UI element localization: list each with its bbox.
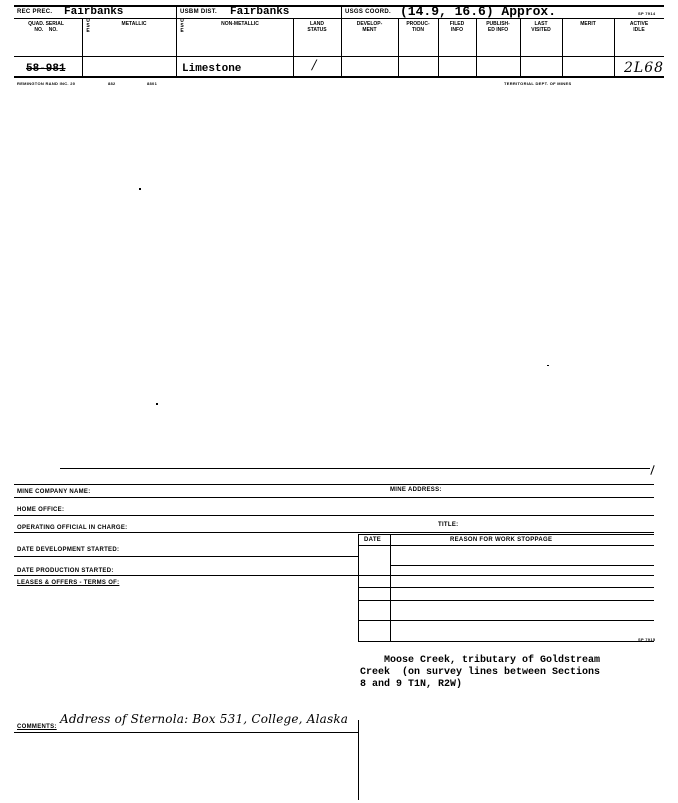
field-rule	[14, 575, 654, 576]
rec-prec-label: REC PREC.	[17, 9, 53, 15]
col-metallic: METALLIC	[121, 21, 147, 27]
col-merit: MERIT	[580, 21, 596, 27]
table-rule	[358, 587, 654, 588]
usgs-coord-value: (14.9, 16.6) Approx.	[400, 4, 557, 19]
col-published-info: PUBLISH- ED INFO	[486, 21, 510, 33]
comments-label: COMMENTS:	[17, 724, 57, 730]
usbm-dist-label: USBM DIST.	[180, 9, 218, 15]
printer-code: 882	[108, 81, 116, 86]
table-rule	[358, 641, 654, 642]
table-rule	[358, 600, 654, 601]
col-filed-info: FILED INFO	[449, 21, 465, 33]
field-rule	[14, 497, 654, 498]
active-idle-value: 2L68	[624, 60, 665, 76]
table-border	[358, 720, 359, 800]
usbm-dist-value: Fairbanks	[230, 6, 290, 18]
col-use-metallic: U S E	[86, 18, 90, 34]
col-land-status: LAND STATUS	[307, 21, 327, 33]
divider	[82, 18, 83, 76]
scan-speck	[156, 403, 158, 405]
scan-speck	[547, 365, 549, 366]
form-number-2: SP 7915	[638, 637, 656, 642]
lower-rule	[14, 484, 654, 485]
col-last-visited: LAST VISITED	[531, 21, 551, 33]
form-number: SP 7914	[638, 11, 656, 16]
divider	[176, 5, 177, 18]
comments-value: Address of Sternola: Box 531, College, Alaska	[60, 712, 349, 726]
divider	[341, 5, 342, 18]
usgs-coord-label: USGS COORD.	[345, 9, 391, 15]
date-development-label: DATE DEVELOPMENT STARTED:	[17, 547, 120, 553]
header-rule	[14, 18, 664, 19]
col-use-nonmetallic: U S E	[180, 18, 184, 34]
operating-official-label: OPERATING OFFICIAL IN CHARGE:	[17, 525, 128, 531]
home-office-label: HOME OFFICE:	[17, 507, 65, 513]
title-label: TITLE:	[438, 522, 459, 528]
date-production-label: DATE PRODUCTION STARTED:	[17, 568, 114, 574]
table-rule	[390, 565, 654, 566]
land-status-mark: /	[312, 58, 317, 73]
table-border	[358, 534, 359, 642]
bottom-border	[14, 76, 664, 78]
col-active-idle: ACTIVE IDLE	[629, 21, 649, 33]
col-non-metallic: NON-METALLIC	[221, 21, 259, 27]
non-metallic-value: Limestone	[182, 63, 242, 75]
field-rule	[14, 515, 654, 516]
rec-prec-value: Fairbanks	[64, 6, 124, 18]
comments-rule	[14, 732, 358, 733]
mine-address-label: MINE ADDRESS:	[390, 487, 442, 493]
scan-speck	[650, 465, 654, 475]
divider	[176, 18, 177, 76]
field-rule	[14, 556, 358, 557]
reason-column-header: REASON FOR WORK STOPPAGE	[450, 537, 553, 543]
remarks-text: Moose Creek, tributary of Goldstream Creek (on survey lines between Sections 8 and 9 T1N, R2W)	[360, 655, 601, 690]
printer-imprint: REMINGTON RAND INC. 20	[17, 81, 76, 86]
printer-code: 8801	[147, 81, 158, 86]
table-rule	[358, 545, 654, 546]
mine-company-label: MINE COMPANY NAME:	[17, 489, 91, 495]
scan-speck	[139, 188, 141, 190]
department-imprint: TERRITORIAL DEPT. OF MINES	[504, 81, 572, 86]
table-divider	[390, 534, 391, 642]
leases-label: LEASES & OFFERS - TERMS OF:	[17, 580, 120, 586]
col-quad-serial: QUAD. SERIAL NO. NO.	[28, 21, 64, 33]
date-column-header: DATE	[364, 537, 382, 543]
table-rule	[358, 620, 654, 621]
field-rule	[14, 532, 654, 533]
col-development: DEVELOP- MENT	[356, 21, 383, 33]
col-production: PRODUC- TION	[406, 21, 430, 33]
field-rule	[358, 534, 654, 535]
columns-rule	[14, 56, 664, 57]
quad-serial-value: 58-981	[26, 63, 66, 75]
lower-top-rule	[60, 468, 650, 469]
